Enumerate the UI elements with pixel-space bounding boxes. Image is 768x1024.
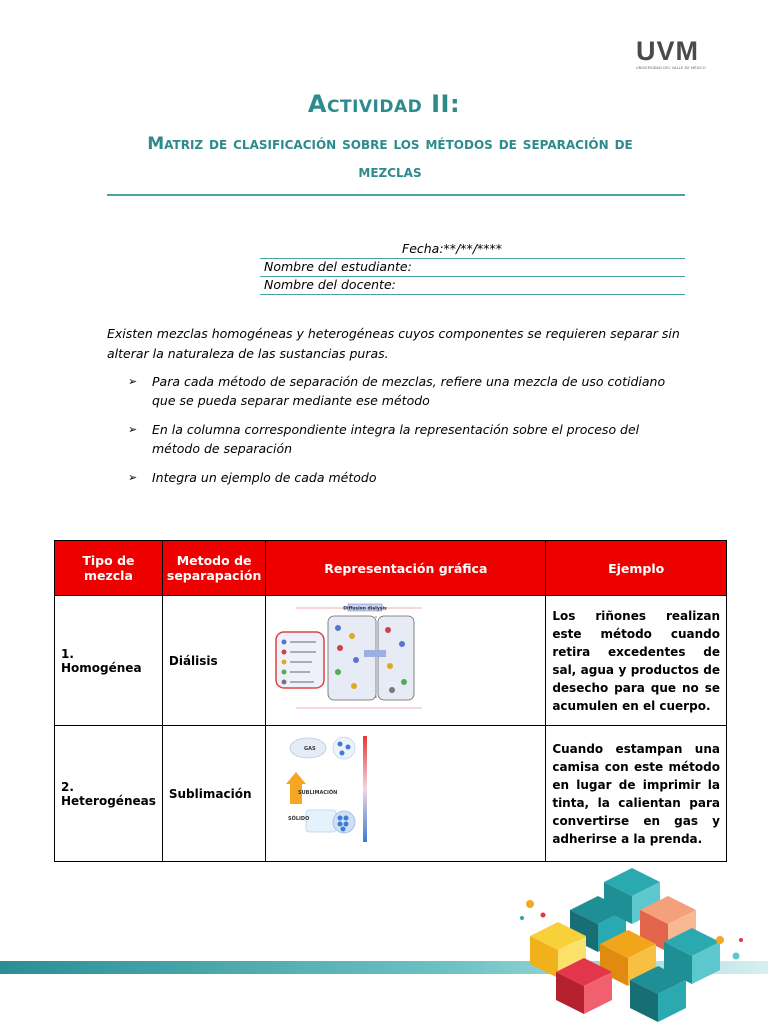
table-header-row bbox=[55, 541, 727, 596]
classification-table bbox=[54, 540, 727, 862]
footer-decoration bbox=[0, 860, 768, 1024]
dialysis-diagram-image bbox=[266, 596, 545, 722]
instruction-item: ➢ Para cada método de separación de mezclas, refiere una mezcla de uso cotidiano que se pueda separar mediante ese método bbox=[128, 374, 666, 408]
table-row bbox=[55, 596, 727, 726]
cell-ejemplo: Los riñones realizan este método cuando retira excedentes de sal, agua y productos de desecho para que no se acumulen en el cuerpo. bbox=[546, 596, 727, 726]
header-grafica: Representación gráfica bbox=[266, 541, 546, 596]
cell-metodo: Diálisis bbox=[162, 596, 265, 726]
header-metodo: Metodo de separapación bbox=[162, 541, 265, 596]
student-name-field: Nombre del estudiante: bbox=[260, 259, 685, 277]
sublimation-diagram-image bbox=[266, 726, 545, 858]
arrow-bullet-icon: ➢ bbox=[128, 471, 138, 484]
cell-tipo: 1. Homogénea bbox=[55, 596, 163, 726]
header-tipo: Tipo de mezcla bbox=[55, 541, 163, 596]
uvm-logo bbox=[636, 38, 720, 70]
instructions-list bbox=[128, 372, 688, 497]
cell-grafica bbox=[266, 596, 546, 726]
cell-ejemplo: Cuando estampan una camisa con este método en lugar de imprimir la tinta, la calientan para convertirse en gas y adherirse a la prenda. bbox=[546, 726, 727, 862]
sublimation-label: SUBLIMACIÓN bbox=[298, 790, 338, 796]
arrow-bullet-icon: ➢ bbox=[128, 375, 138, 388]
date-field: Fecha:**/**/**** bbox=[260, 241, 685, 259]
page-title: Actividad II: bbox=[307, 90, 461, 118]
header-ejemplo: Ejemplo bbox=[546, 541, 727, 596]
arrow-bullet-icon: ➢ bbox=[128, 423, 138, 436]
solid-label: SÓLIDO bbox=[288, 816, 310, 822]
gas-label: GAS bbox=[304, 746, 316, 752]
cell-metodo: Sublimación bbox=[162, 726, 265, 862]
cell-tipo: 2. Heterogéneas bbox=[55, 726, 163, 862]
cell-grafica bbox=[266, 726, 546, 862]
logo-text: UVM bbox=[636, 36, 699, 66]
instruction-item: ➢ Integra un ejemplo de cada método bbox=[128, 470, 377, 485]
intro-paragraph: Existen mezclas homogéneas y heterogéneas cuyos componentes se requieren separar sin alterar la naturaleza de las sustancias puras. bbox=[107, 326, 680, 361]
table-row bbox=[55, 726, 727, 862]
teacher-name-field: Nombre del docente: bbox=[260, 277, 685, 295]
page-subtitle: Matriz de clasificación sobre los métodos de separación de mezclas bbox=[147, 134, 633, 182]
dialysis-figure-label: Diffusion dialysis bbox=[343, 606, 388, 612]
title-divider bbox=[107, 194, 685, 196]
logo-subtext: UNIVERSIDAD DEL VALLE DE MÉXICO bbox=[636, 66, 706, 70]
instruction-item: ➢ En la columna correspondiente integra la representación sobre el proceso del método de separación bbox=[128, 422, 640, 456]
